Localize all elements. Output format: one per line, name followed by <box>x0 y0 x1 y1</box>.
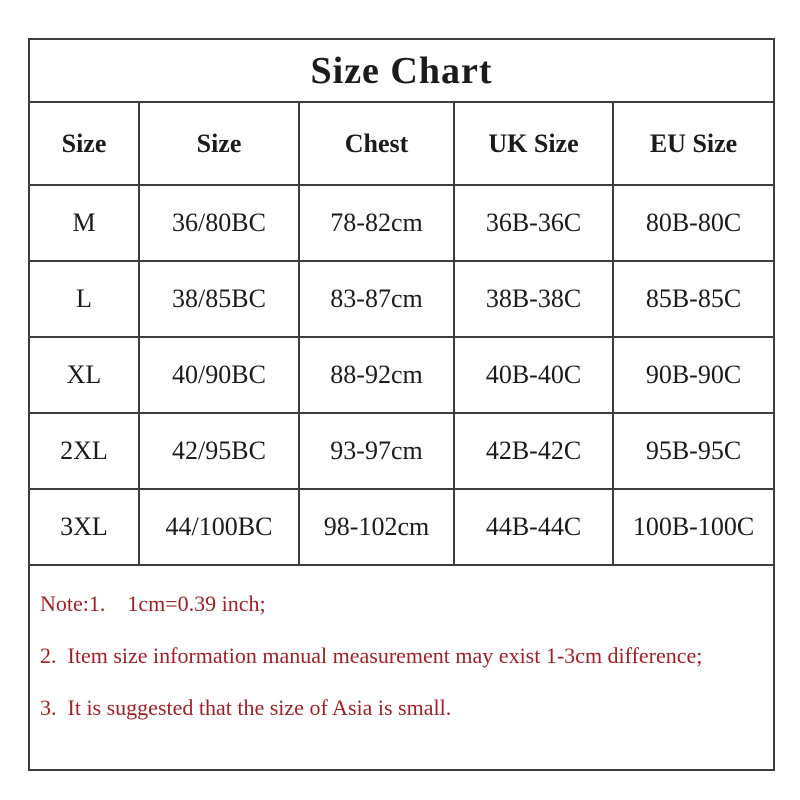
size-chart-sheet <box>28 38 773 771</box>
table-row-xl <box>29 337 774 413</box>
cell-uk-size: 36B-36C <box>454 185 613 261</box>
cell-chest: 83-87cm <box>299 261 454 337</box>
table-row-2xl <box>29 413 774 489</box>
title-row <box>29 39 774 102</box>
cell-uk-size: 42B-42C <box>454 413 613 489</box>
cell-size-label: 2XL <box>29 413 139 489</box>
cell-size-number: 40/90BC <box>139 337 299 413</box>
notes-section <box>29 565 774 770</box>
cell-chest: 78-82cm <box>299 185 454 261</box>
cell-size-label: M <box>29 185 139 261</box>
cell-uk-size: 40B-40C <box>454 337 613 413</box>
size-chart-table <box>28 38 775 771</box>
table-row-3xl <box>29 489 774 565</box>
notes-row <box>29 565 774 770</box>
cell-chest: 93-97cm <box>299 413 454 489</box>
cell-size-number: 42/95BC <box>139 413 299 489</box>
cell-size-label: L <box>29 261 139 337</box>
cell-uk-size: 38B-38C <box>454 261 613 337</box>
table-row-m <box>29 185 774 261</box>
note-line-2: 2. Item size information manual measurement may exist 1-3cm difference; <box>40 643 703 668</box>
cell-size-number: 38/85BC <box>139 261 299 337</box>
cell-size-label: XL <box>29 337 139 413</box>
note-line-3: 3. It is suggested that the size of Asia is small. <box>40 695 452 720</box>
cell-eu-size: 85B-85C <box>613 261 774 337</box>
cell-chest: 88-92cm <box>299 337 454 413</box>
column-header-uk-size: UK Size <box>454 102 613 185</box>
column-header-size-number: Size <box>139 102 299 185</box>
column-header-eu-size: EU Size <box>613 102 774 185</box>
cell-eu-size: 100B-100C <box>613 489 774 565</box>
cell-size-number: 44/100BC <box>139 489 299 565</box>
cell-size-number: 36/80BC <box>139 185 299 261</box>
header-row <box>29 102 774 185</box>
note-line-1: Note:1. 1cm=0.39 inch; <box>40 591 266 616</box>
page-title: Size Chart <box>29 39 774 102</box>
column-header-size: Size <box>29 102 139 185</box>
cell-size-label: 3XL <box>29 489 139 565</box>
cell-eu-size: 90B-90C <box>613 337 774 413</box>
cell-eu-size: 95B-95C <box>613 413 774 489</box>
table-row-l <box>29 261 774 337</box>
cell-uk-size: 44B-44C <box>454 489 613 565</box>
cell-eu-size: 80B-80C <box>613 185 774 261</box>
cell-chest: 98-102cm <box>299 489 454 565</box>
column-header-chest: Chest <box>299 102 454 185</box>
